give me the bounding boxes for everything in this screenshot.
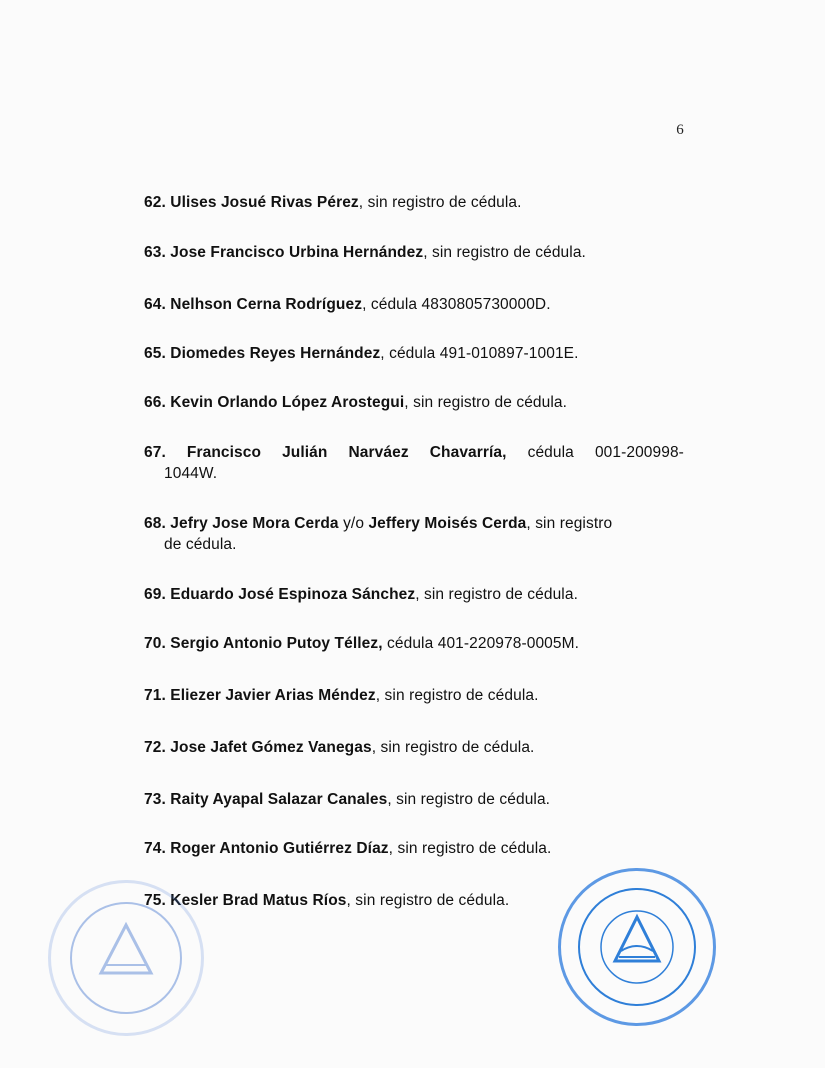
list-item: 65. Diomedes Reyes Hernández, cédula 491-010897-1001E. [144,345,579,362]
seal-emblem-icon [561,871,713,1023]
list-item: 63. Jose Francisco Urbina Hernández, sin registro de cédula. [144,244,586,261]
official-seal-stamp [48,880,204,1036]
list-item: 70. Sergio Antonio Putoy Téllez, cédula 401-220978-0005M. [144,635,580,652]
list-item: 66. Kevin Orlando López Arostegui, sin registro de cédula. [144,394,568,411]
list-item: 62. Ulises Josué Rivas Pérez, sin registro de cédula. [144,194,522,211]
list-item: 73. Raity Ayapal Salazar Canales, sin registro de cédula. [144,791,551,808]
list-item: 72. Jose Jafet Gómez Vanegas, sin registro de cédula. [144,739,535,756]
seal-emblem-icon [51,883,201,1033]
list-item: 67. Francisco Julián Narváez Chavarría, cédula 001-200998- 1044W. [144,444,684,482]
list-item: 71. Eliezer Javier Arias Méndez, sin registro de cédula. [144,687,539,704]
page-number: 6 [676,122,684,138]
list-item: 74. Roger Antonio Gutiérrez Díaz, sin registro de cédula. [144,840,552,857]
list-item: 68. Jefry Jose Mora Cerda y/o Jeffery Moisés Cerda, sin registro de cédula. [144,515,613,553]
list-item: 75. Kesler Brad Matus Ríos, sin registro de cédula. [144,892,510,909]
official-seal-stamp [558,868,716,1026]
list-item: 64. Nelhson Cerna Rodríguez, cédula 4830805730000D. [144,296,551,313]
list-item: 69. Eduardo José Espinoza Sánchez, sin registro de cédula. [144,586,578,603]
